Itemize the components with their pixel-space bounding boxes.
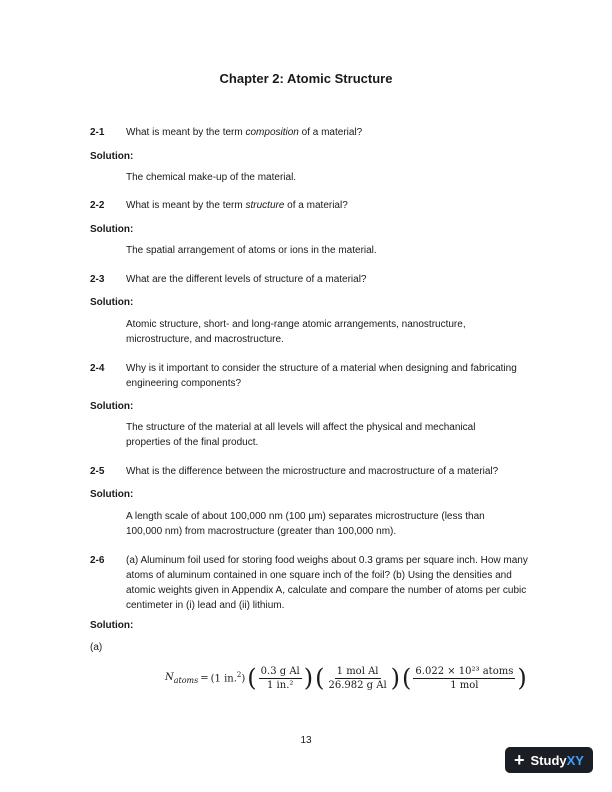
solution-label: Solution:	[90, 620, 134, 631]
paren-close: )	[517, 664, 527, 692]
part-a-label: (a)	[90, 642, 103, 653]
fraction-3: $\frac{\text{6.022 × 10²³ atoms}}{\text{1 mol}}$	[415, 665, 514, 691]
problem-2-1-question	[90, 125, 530, 140]
question-text: What is the difference between the microstructure and macrostructure of a material?	[126, 466, 499, 477]
question-text: Why is it important to consider the structure of a material when designing and fabricating engineering components?	[126, 363, 517, 389]
problem-2-3-answer: Atomic structure, short- and long-range atomic arrangements, nanostructure, microstructure, and macrostructure.	[126, 319, 466, 345]
solution-label: Solution:	[90, 489, 134, 500]
question-text: What is meant by the term composition of a material?	[126, 127, 363, 138]
question-text: (a) Aluminum foil used for storing food weighs about 0.3 grams per square inch. How many atoms of aluminum contained in one square inch of the foil? (b) Using the densities and atomic weights given in Appendix A, calculate and compare the number of atoms per cubic centimeter in (i) lead and (ii) lithium.	[126, 555, 528, 611]
brand-name: StudyXY	[530, 752, 584, 768]
problem-2-6-question	[90, 553, 530, 613]
atoms-equation	[165, 662, 527, 694]
plus-icon: +	[514, 750, 525, 770]
problem-2-2-answer: The spatial arrangement of atoms or ions in the material.	[126, 245, 377, 256]
problem-2-2-question	[90, 198, 530, 213]
paren-open: (	[315, 664, 325, 692]
problem-2-3-question	[90, 272, 530, 287]
problem-number: 2-3	[90, 274, 105, 285]
problem-2-1-answer: The chemical make-up of the material.	[126, 172, 297, 183]
problem-number: 2-5	[90, 466, 105, 477]
equation-term1: (1 in.$^2$)	[210, 671, 246, 685]
solution-label: Solution:	[90, 401, 134, 412]
paren-close: )	[390, 664, 401, 692]
problem-2-4-question	[90, 361, 530, 391]
equals-sign: =	[200, 672, 209, 684]
problem-number: 2-6	[90, 555, 105, 566]
equation-lhs: $N_{atoms}$	[165, 671, 199, 685]
problem-number: 2-2	[90, 200, 105, 211]
studyxy-logo[interactable]	[505, 747, 593, 773]
problem-number: 2-1	[90, 127, 105, 138]
fraction-1: $\frac{\text{0.3 g Al}}{\text{1 in.²}}$	[260, 665, 300, 691]
solution-label: Solution:	[90, 224, 134, 235]
fraction-2: $\frac{\text{1 mol Al}}{\text{26.982 g Al}}$	[328, 665, 387, 691]
problem-2-5-answer: A length scale of about 100,000 nm (100 μm) separates microstructure (less than 100,000 nm) from macrostructure (greater than 100,000 nm).	[126, 511, 485, 537]
problem-2-5-question	[90, 464, 530, 479]
problem-number: 2-4	[90, 363, 105, 374]
page-number: 13	[300, 735, 312, 746]
problem-2-4-answer: The structure of the material at all levels will affect the physical and mechanical properties of the final product.	[126, 422, 476, 448]
solution-label: Solution:	[90, 297, 134, 308]
paren-close: )	[303, 664, 314, 692]
chapter-title: Chapter 2: Atomic Structure	[219, 71, 393, 86]
question-text: What are the different levels of structure of a material?	[126, 274, 367, 285]
paren-open: (	[247, 664, 257, 692]
paren-open: (	[402, 664, 412, 692]
question-text: What is meant by the term structure of a material?	[126, 200, 348, 211]
solution-label: Solution:	[90, 151, 134, 162]
